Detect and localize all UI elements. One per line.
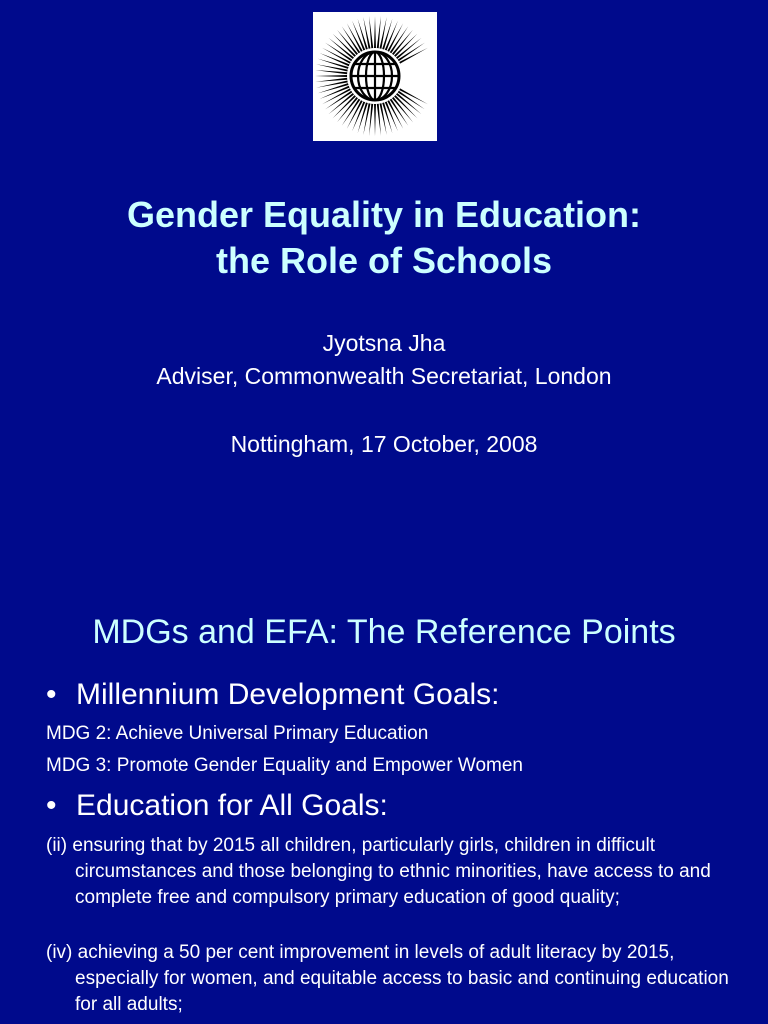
- logo-ray: [396, 38, 421, 59]
- logo-ray: [374, 104, 376, 136]
- slide-title: MDGs and EFA: The Reference Points: [92, 613, 676, 651]
- bullet-glyph: •: [46, 789, 57, 822]
- efa-item-ii: (ii) ensuring that by 2015 all children, particularly girls, children in difficult circumstances and those belonging to ethnic minorities, have access to and complete free and compulsory primary education of good quality;: [46, 835, 711, 908]
- author-role: Adviser, Commonwealth Secretariat, London: [156, 363, 612, 389]
- logo-ray: [337, 97, 358, 122]
- author-name: Jyotsna Jha: [322, 330, 446, 356]
- logo-ray: [369, 104, 373, 136]
- bullet-efa-heading: [46, 788, 388, 824]
- logo-ray: [396, 93, 421, 114]
- logo-ray: [333, 34, 356, 57]
- efa-heading: Education for All Goals:: [76, 789, 388, 822]
- author-block: [0, 327, 768, 393]
- bullet-mdg-heading: [46, 677, 500, 713]
- logo-ray: [369, 16, 373, 48]
- logo-ray: [329, 93, 354, 114]
- logo-ray: [363, 103, 370, 135]
- logo-ray: [377, 16, 381, 48]
- logo-ray: [325, 91, 352, 110]
- title-line-1: Gender Equality in Education:: [126, 194, 642, 235]
- logo-ray: [392, 97, 413, 122]
- logo-ray: [342, 26, 361, 53]
- logo-ray: [379, 17, 386, 49]
- logo-ray: [325, 43, 352, 62]
- reference-points-slide: [0, 580, 768, 1024]
- logo-ray: [363, 17, 370, 49]
- mdg-item-2: MDG 2: Achieve Universal Primary Education: [46, 723, 429, 744]
- logo-ray: [394, 34, 417, 57]
- logo-ray: [374, 16, 376, 48]
- title-line-2: the Role of Schools: [215, 240, 553, 281]
- logo-ray: [316, 80, 348, 87]
- logo-ray: [337, 30, 358, 55]
- logo-ray: [390, 99, 409, 126]
- logo-ray: [315, 78, 347, 82]
- logo-ray: [398, 43, 425, 62]
- mdg-item-3: MDG 3: Promote Gender Equality and Empower Women: [46, 755, 523, 776]
- commonwealth-logo-icon: [313, 12, 437, 141]
- logo-ray: [315, 70, 347, 74]
- mdg-heading: Millennium Development Goals:: [76, 678, 500, 711]
- presentation-title: [0, 192, 768, 284]
- logo-ray: [390, 26, 409, 53]
- logo-ray: [398, 91, 425, 110]
- bullet-glyph: •: [46, 678, 57, 711]
- logo-ray: [333, 95, 356, 118]
- logo-ray: [315, 75, 347, 77]
- venue-date: Nottingham, 17 October, 2008: [230, 431, 538, 457]
- logo-ray: [377, 104, 381, 136]
- logo-ray: [392, 30, 413, 55]
- logo-ray: [394, 95, 417, 118]
- logo-ray: [316, 64, 348, 71]
- logo-ray: [342, 99, 361, 126]
- efa-item-iv: (iv) achieving a 50 per cent improvement in levels of adult literacy by 2015, especially for women, and equitable access to basic and continuing education for all adults;: [46, 942, 729, 1015]
- logo-ray: [379, 103, 386, 135]
- logo-ray: [329, 38, 354, 59]
